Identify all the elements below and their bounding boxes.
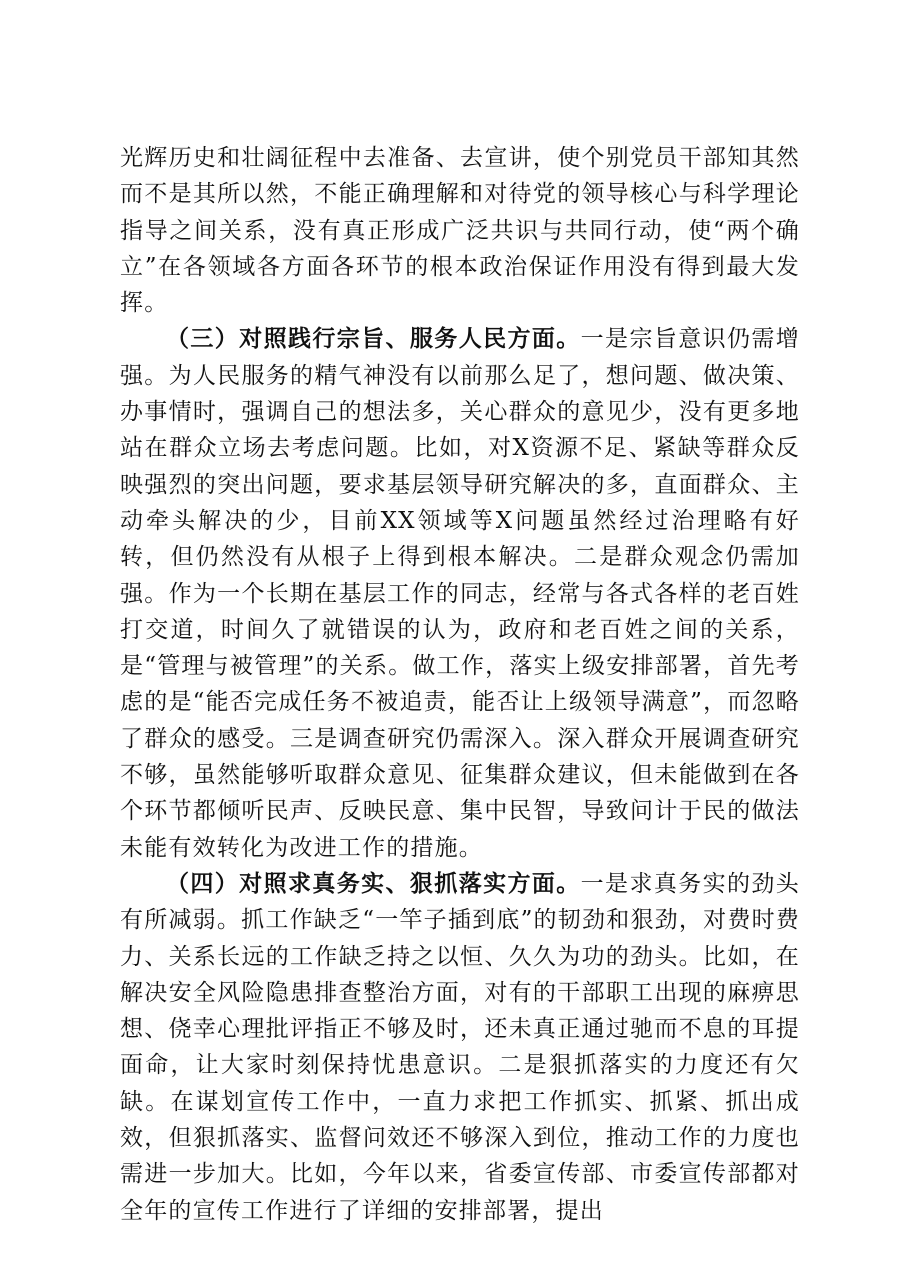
- paragraph-continuation: [120, 140, 800, 321]
- paragraph-section-four: [120, 866, 800, 1229]
- document-page: [120, 140, 800, 1229]
- paragraph-body: 光辉历史和壮阔征程中去准备、去宣讲，使个别党员干部知其然而不是其所以然，不能正确理解和对待党的领导核心与科学理论指导之间关系，没有真正形成广泛共识与共同行动，使“两个确立”在各领域各方面各环节的根本政治保证作用没有得到最大发挥。: [120, 145, 800, 317]
- paragraph-body: 一是求真务实的劲头有所减弱。抓工作缺乏“一竿子插到底”的韧劲和狠劲，对费时费力、关系长远的工作缺乏持之以恒、久久为功的劲头。比如，在解决安全风险隐患排查整治方面，对有的干部职工出现的麻痹思想、侥幸心理批评指正不够及时，还未真正通过驰而不息的耳提面命，让大家时刻保持忧患意识。二是狠抓落实的力度还有欠缺。在谋划宣传工作中，一直力求把工作抓实、抓紧、抓出成效，但狠抓落实、监督问效还不够深入到位，推动工作的力度也需进一步加大。比如，今年以来，省委宣传部、市委宣传部都对全年的宣传工作进行了详细的安排部署，提出: [120, 870, 800, 1224]
- paragraph-body: 一是宗旨意识仍需增强。为人民服务的精气神没有以前那么足了，想问题、做决策、办事情时，强调自己的想法多，关心群众的意见少，没有更多地站在群众立场去考虑问题。比如，对X资源不足、紧缺等群众反映强烈的突出问题，要求基层领导研究解决的多，直面群众、主动牵头解决的少，目前XX领域等X问题虽然经过治理略有好转，但仍然没有从根子上得到根本解决。二是群众观念仍需加强。作为一个长期在基层工作的同志，经常与各式各样的老百姓打交道，时间久了就错误的认为，政府和老百姓之间的关系，是“管理与被管理”的关系。做工作，落实上级安排部署，首先考虑的是“能否完成任务不被追责，能否让上级领导满意”，而忽略了群众的感受。三是调查研究仍需深入。深入群众开展调查研究不够，虽然能够听取群众意见、征集群众建议，但未能做到在各个环节都倾听民声、反映民意、集中民智，导致问计于民的做法未能有效转化为改进工作的措施。: [120, 326, 800, 861]
- section-heading: （三）对照践行宗旨、服务人民方面。: [166, 325, 581, 353]
- paragraph-section-three: [120, 321, 800, 865]
- section-heading: （四）对照求真务实、狠抓落实方面。: [166, 869, 581, 897]
